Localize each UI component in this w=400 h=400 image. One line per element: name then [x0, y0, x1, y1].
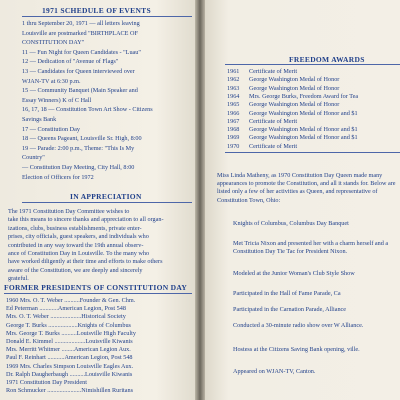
award-year: 1969	[227, 134, 240, 142]
president-row: Dr. Ralph Daugherbaugh ..........Louisville Kiwanis	[6, 370, 133, 378]
schedule-item: Election of Officers for 1972	[22, 173, 94, 181]
activity-paragraph: Appeared on WJAN-TV, Canton.	[233, 368, 316, 375]
award-text: George Washington Medal of Honor and $1	[249, 109, 358, 117]
award-year: 1968	[227, 126, 240, 134]
appreciation-line: The 1971 Constitution Day Committee wishes to	[8, 208, 130, 215]
schedule-item: 13 — Candidates for Queen interviewed over	[22, 68, 135, 75]
award-year: 1970	[227, 142, 240, 150]
schedule-item: Country"	[22, 154, 45, 162]
activity-paragraph: Participated in the Carnation Parade, Alliance	[233, 306, 347, 313]
award-text: George Washington Medal of Honor and $1	[249, 126, 358, 134]
award-text: Certificate of Merit	[249, 142, 298, 150]
schedule-item: 19 — Parade: 2:00 p.m., Theme: "This Is My	[22, 144, 135, 152]
schedule-item: Essay Winners) K of C Hall	[22, 96, 92, 104]
award-text: George Washington Medal of Honor	[249, 84, 340, 92]
former-presidents-rule	[4, 293, 192, 294]
president-row: Ron Schmucker ......................Nimishillen Ruritans	[6, 387, 134, 395]
award-text: Certificate of Merit	[249, 117, 298, 125]
president-row: Mrs. O. T. Weber ....................Historical Society	[6, 313, 126, 321]
award-year: 1962	[227, 76, 240, 84]
appreciation-rule	[22, 202, 192, 203]
appreciation-line: have worked diligently at their time and efforts to make others	[8, 258, 163, 266]
schedule-item: — Constitution Day Meeting, City Hall, 8:00	[22, 164, 135, 171]
activity-paragraph: Participated in the Hall of Fame Parade, Ca	[233, 290, 341, 297]
award-text: Certificate of Merit	[249, 68, 298, 75]
activity-paragraph: Hostess at the Citizens Saving Bank opening, ville.	[233, 346, 360, 353]
appreciation-line: ance of Constitution Day in Louisville. To the many who	[8, 250, 150, 257]
schedule-item: 18 — Queens Pageant, Louisville Sr. High, 8:00	[22, 135, 142, 143]
freedom-awards-title: FREEDOM AWARDS	[289, 55, 365, 64]
president-row: Mrs. Merritt Whitmer ........American Legion Aux.	[6, 346, 131, 354]
president-row: Mrs. George T. Burks ..........Louisville High Faculty	[6, 329, 136, 337]
president-row: Donald E. Kimmel ....................Louisville Kiwanis	[6, 338, 133, 345]
schedule-item: 17 — Constitution Day	[22, 125, 80, 133]
president-row: Paul F. Reinhart ...........American Legion, Post 548	[6, 354, 133, 362]
president-row: 1971 Constitution Day President	[6, 379, 87, 386]
activity-paragraph: Modeled at the Junior Woman's Club Style Show	[233, 270, 355, 277]
appreciation-line: contributed in any way toward the 19th annual observ-	[8, 241, 144, 249]
award-year: 1966	[227, 109, 240, 117]
schedule-item: 11 — Fun Night for Queen Candidates - "Luau"	[22, 48, 141, 56]
award-text: George Washington Medal of Honor and $1	[249, 134, 358, 142]
award-year: 1967	[227, 117, 240, 125]
president-row: 1960 Mrs. O. T. Weber ..........Founder & Gen. Chm.	[6, 297, 136, 304]
awards-rule	[225, 64, 400, 65]
award-text: George Washington Medal of Honor	[249, 76, 340, 84]
schedule-item: Savings Bank	[22, 116, 57, 123]
schedule-item: 16, 17, 18 — Constitution Town Art Show - Citizens	[22, 106, 153, 114]
schedule-item: Louisville are postmarked "BIRTHPLACE OF	[22, 29, 138, 37]
schedule-rule	[22, 16, 192, 17]
left-page	[0, 0, 195, 400]
activity-paragraph: Miss Linda Matheny, as 1970 Constitution Day Queen made many appearances to promote the Constitution, and all it stands for. Below are listed only a few of her activities as Queen, and representative of Constitution Town, Ohio:	[217, 172, 396, 204]
schedule-title: 1971 SCHEDULE OF EVENTS	[42, 6, 151, 15]
award-year: 1964	[227, 92, 240, 100]
schedule-item: 1 thru September 20, 1971 — all letters leaving	[22, 20, 140, 27]
appreciation-line: take this means to sincere thanks and appreciation to all organ-	[8, 216, 164, 224]
award-text: George Washington Medal of Honor	[249, 101, 340, 109]
former-presidents-title: FORMER PRESIDENTS OF CONSTITUTION DAY	[4, 283, 188, 292]
appreciation-line: grateful.	[8, 275, 29, 283]
activity-paragraph: Conducted a 30-minute radio show over W Alliance.	[233, 322, 364, 329]
award-year: 1963	[227, 84, 240, 92]
award-year: 1965	[227, 101, 240, 109]
appreciation-line: prises, city officials, guest speakers, and individuals who	[8, 233, 149, 241]
activity-paragraph: Knights of Columbus, Columbus Day Banquet	[233, 220, 349, 227]
appreciation-line: aware of the Constitution, we are deeply and sincerely	[8, 266, 143, 274]
appreciation-title: IN APPRECIATION	[70, 192, 142, 201]
appreciation-line: izations, clubs, business establishments, private enter-	[8, 224, 142, 232]
binding-gutter	[195, 0, 205, 400]
schedule-item: 15 — Community Banquet (Main Speaker and	[22, 87, 138, 95]
president-row: George T. Burks ...................Knights of Columbus	[6, 321, 131, 329]
schedule-item: WJAN-TV at 6:30 p.m.	[22, 77, 81, 85]
right-page	[205, 0, 400, 400]
award-text: Mrs. George Burks, Freedom Award for Tea	[249, 92, 359, 100]
schedule-item: 12 — Dedication of "Avenue of Flags"	[22, 58, 119, 66]
president-row: Ed Peterman ............American Legion, Post 548	[6, 305, 126, 313]
schedule-item: CONSTITUTION DAY"	[22, 39, 85, 47]
award-year: 1961	[227, 68, 240, 75]
awards-bottom-rule	[225, 152, 400, 153]
activity-paragraph: Met Tricia Nixon and presented her with a charm herself and a Constitution Day Tie Tac for President Nixon.	[233, 240, 389, 256]
president-row: 1969 Mrs. Charles Simpson Louisville Eagles Aux.	[6, 362, 134, 370]
